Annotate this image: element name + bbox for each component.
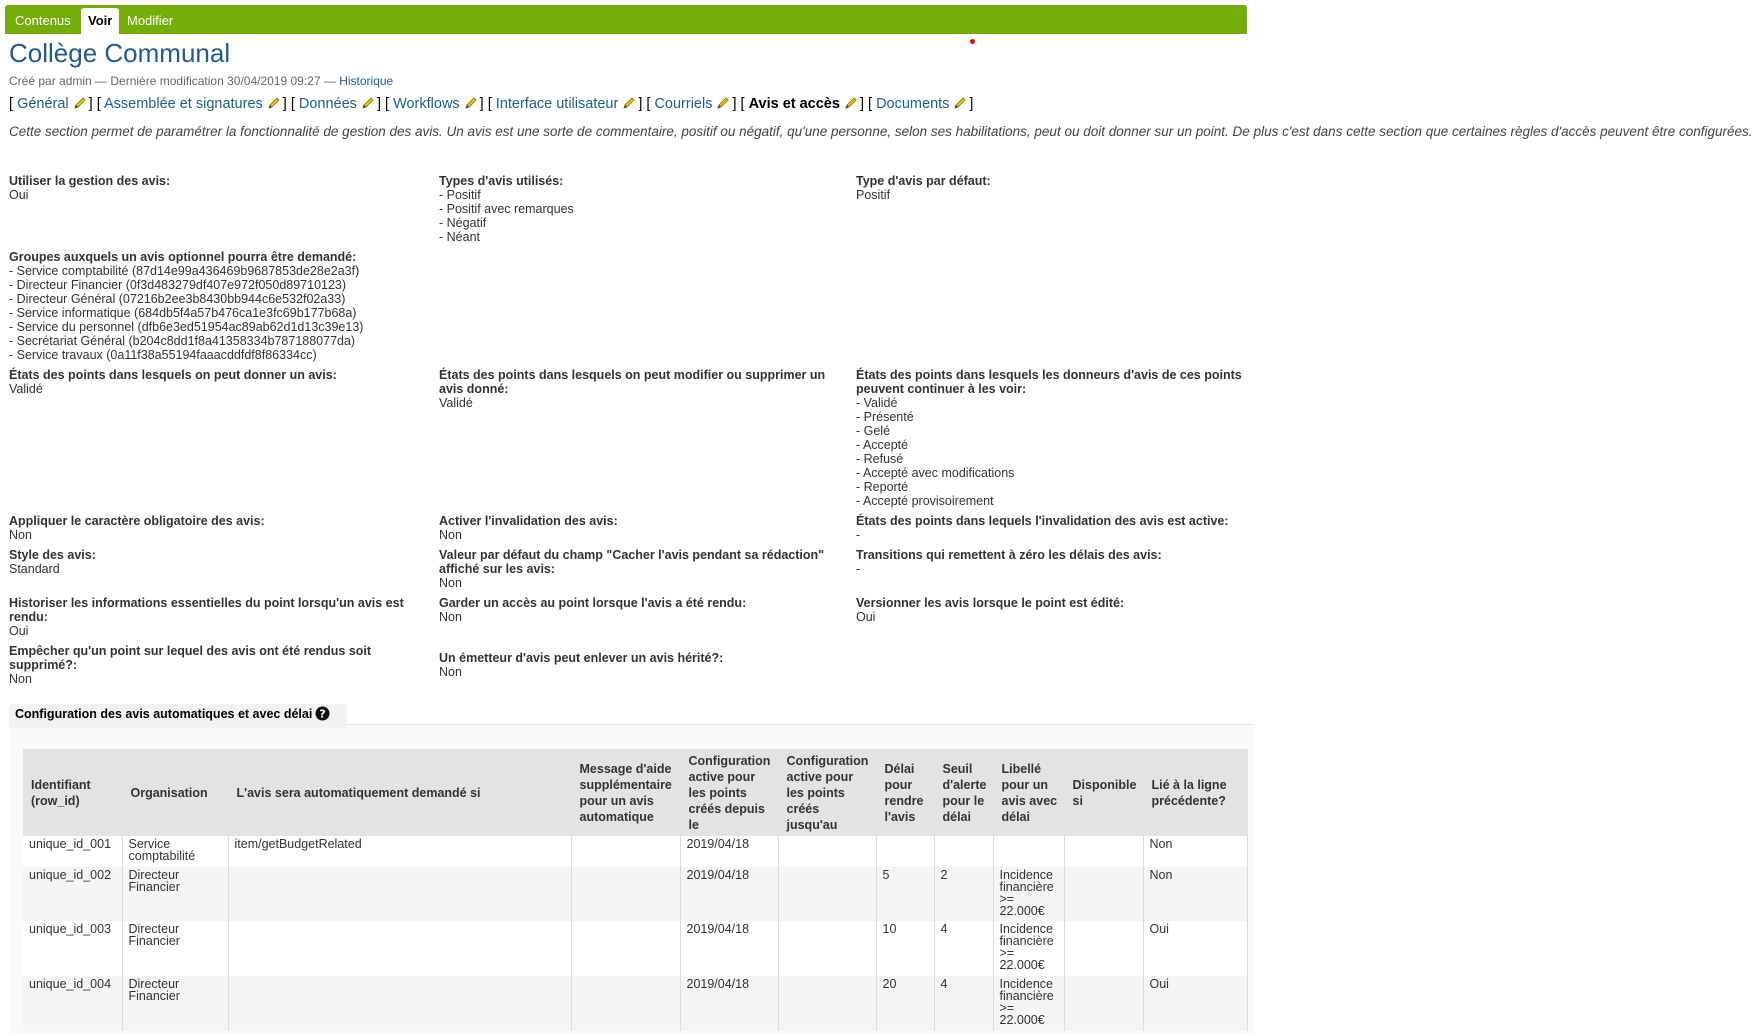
byline (9, 74, 393, 88)
column-header: Lié à la ligne précédente? (1143, 749, 1247, 836)
list-item: - Gelé (856, 424, 891, 438)
table-cell: 5 (876, 867, 934, 921)
list-item: - Validé (856, 396, 898, 410)
table-cell: 2 (934, 867, 993, 921)
table-cell: Incidence financière >= 22.000€ (993, 921, 1064, 976)
pencil-icon[interactable] (716, 96, 730, 110)
list-item: - Néant (439, 230, 480, 244)
field-value: Oui (9, 624, 29, 638)
list-item: - Service du personnel (dfb6e3ed51954ac89ab62d1d13c39e13) (9, 320, 364, 334)
field-value: Oui (9, 188, 29, 202)
field-value: Positif (856, 188, 891, 202)
list-item: - Accepté (856, 438, 909, 452)
column-header: Libellé pour un avis avec délai (993, 749, 1064, 836)
field-advice-types (439, 174, 844, 244)
table-cell (1064, 921, 1143, 976)
table-cell (1064, 976, 1143, 1031)
table-cell (934, 836, 993, 867)
section-assemblee[interactable]: Assemblée et signatures (103, 96, 263, 112)
column-header: L'avis sera automatiquement demandé si (228, 749, 571, 836)
field-value: Standard (9, 562, 60, 576)
pencil-icon[interactable] (73, 96, 87, 110)
list-item: - Reporté (856, 480, 909, 494)
field-invalidation-states (856, 514, 1253, 542)
field-value: - (856, 562, 861, 576)
history-link[interactable]: Historique (339, 74, 394, 88)
table-cell (1064, 836, 1143, 867)
field-style (9, 548, 429, 576)
table-cell: unique_id_001 (23, 836, 122, 867)
field-label: États des points dans lequels l'invalidation des avis est active: (856, 514, 1229, 528)
list-item: - Directeur Financier (0f3d483279df407e972f050d89710123) (9, 278, 347, 292)
field-remove-inherited (439, 651, 844, 679)
table-row (23, 921, 1247, 976)
table-cell: Directeur Financier (122, 867, 228, 921)
field-value: Non (439, 576, 462, 590)
list-item: - Négatif (439, 216, 487, 230)
table-cell: Incidence financière >= 22.000€ (993, 976, 1064, 1031)
table-cell: unique_id_002 (23, 867, 122, 921)
table-cell: Oui (1143, 921, 1247, 976)
table-cell: Service comptabilité (122, 836, 228, 867)
table-row (23, 836, 1247, 867)
tab-contenus[interactable]: Contenus (15, 13, 71, 28)
field-mandatory (9, 514, 429, 542)
table-cell: Non (1143, 867, 1247, 921)
table-cell: 4 (934, 921, 993, 976)
table-cell (778, 976, 876, 1031)
table-cell: 10 (876, 921, 934, 976)
table-cell: 4 (934, 976, 993, 1031)
table-cell (993, 836, 1064, 867)
page-title: Collège Communal (9, 38, 231, 68)
table-cell: 2019/04/18 (680, 867, 778, 921)
table-cell (571, 867, 680, 921)
field-label: Historiser les informations essentielles du point lorsqu'un avis est rendu: (9, 596, 404, 624)
config-header (9, 704, 347, 728)
table-row (23, 867, 1247, 921)
field-edit-states (439, 368, 844, 410)
field-value: Non (439, 528, 462, 542)
pencil-icon[interactable] (953, 96, 967, 110)
field-optional-groups (9, 250, 429, 362)
field-label: Empêcher qu'un point sur lequel des avis ont été rendus soit supprimé?: (9, 644, 372, 672)
table-cell: unique_id_004 (23, 976, 122, 1031)
field-prevent-delete (9, 644, 429, 686)
field-view-states (856, 368, 1253, 508)
table-cell (228, 867, 571, 921)
field-versioning (856, 596, 1253, 624)
field-value: Oui (856, 610, 876, 624)
field-historize (9, 596, 429, 638)
field-label: Types d'avis utilisés: (439, 174, 564, 188)
list-item: - Positif (439, 188, 481, 202)
table-cell: Directeur Financier (122, 976, 228, 1031)
pencil-icon[interactable] (267, 96, 281, 110)
pencil-icon[interactable] (622, 96, 636, 110)
field-keep-access (439, 596, 844, 624)
field-value: - (856, 528, 861, 542)
field-label: Utiliser la gestion des avis: (9, 174, 171, 188)
table-cell: Directeur Financier (122, 921, 228, 976)
table-cell (876, 836, 934, 867)
table-header-row (23, 749, 1247, 836)
section-documents[interactable]: Documents (876, 96, 950, 112)
table-cell (778, 867, 876, 921)
field-label: Type d'avis par défaut: (856, 174, 991, 188)
table-row (23, 976, 1247, 1031)
pencil-icon[interactable] (361, 96, 375, 110)
column-header: Disponible si (1064, 749, 1143, 836)
field-default-type (856, 174, 1253, 202)
field-value: Non (9, 672, 32, 686)
section-courriels[interactable]: Courriels (654, 96, 713, 112)
list-item: - Service travaux (0a11f38a55194faaacddfdf8f86334cc) (9, 348, 317, 362)
pencil-icon[interactable] (844, 96, 858, 110)
section-interface[interactable]: Interface utilisateur (495, 96, 619, 112)
config-title: Configuration des avis automatiques et avec délai (15, 707, 313, 721)
table-cell: Non (1143, 836, 1247, 867)
list-item: - Secrétariat Général (b204c8dd1f8a41358334b787188077da) (9, 334, 356, 348)
list-item: - Positif avec remarques (439, 202, 574, 216)
table-cell (571, 921, 680, 976)
table-cell (571, 836, 680, 867)
field-label: Activer l'invalidation des avis: (439, 514, 618, 528)
section-general[interactable]: Général (17, 96, 69, 112)
table-cell: unique_id_003 (23, 921, 122, 976)
field-label: Transitions qui remettent à zéro les délais des avis: (856, 548, 1162, 562)
table-cell: 20 (876, 976, 934, 1031)
field-hide-default (439, 548, 844, 590)
table-cell (1064, 867, 1143, 921)
table-cell (778, 836, 876, 867)
table-cell (571, 976, 680, 1031)
field-use-advices (9, 174, 429, 202)
field-value: Non (439, 610, 462, 624)
field-label: États des points dans lesquels on peut donner un avis: (9, 368, 337, 382)
field-label: Versionner les avis lorsque le point est édité: (856, 596, 1125, 610)
field-value: Non (9, 528, 32, 542)
tab-voir[interactable]: Voir (81, 8, 119, 34)
column-header: Configuration active pour les points créés jusqu'au (778, 749, 876, 836)
section-description: Cette section permet de paramétrer la fonctionnalité de gestion des avis. Un avis est une sorte de commentaire, positif ou négatif, qu'une personne, selon ses habilitations, peut ou doit donner sur un point. De plus c'est dans cette section que certaines règles d'accès peuvent être configurées. (9, 124, 1753, 139)
field-label: États des points dans lesquels les donneurs d'avis de ces points peuvent continuer à les voir: (856, 368, 1242, 396)
column-header: Message d'aide supplémentaire pour un avis automatique (571, 749, 680, 836)
list-item: - Directeur Général (07216b2ee3b8430bb944c6e532f02a33) (9, 292, 346, 306)
config-table (23, 749, 1248, 1031)
table-cell: Incidence financière >= 22.000€ (993, 867, 1064, 921)
help-icon[interactable] (315, 706, 330, 721)
field-label: Groupes auxquels un avis optionnel pourra être demandé: (9, 250, 357, 264)
field-value: Validé (9, 382, 43, 396)
table-cell: item/getBudgetRelated (228, 836, 571, 867)
section-nav: [ Général ] [ Assemblée et signatures ] [ Données ] [ Workflows ] [ Interface utilisateur ] [ Courriels ] [ Avis et accès ] [ Documents ] (9, 96, 974, 112)
column-header: Seuil d'alerte pour le délai (934, 749, 993, 836)
pencil-icon[interactable] (464, 96, 478, 110)
byline-text: Créé par admin — Dernière modification 30/04/2019 09:27 — (9, 74, 340, 88)
field-reset-transitions (856, 548, 1253, 576)
list-item: - Service informatique (684db5f4a57b476ca1e3fc69b177b68a) (9, 306, 357, 320)
table-cell (778, 921, 876, 976)
field-give-states (9, 368, 429, 396)
column-header: Délai pour rendre l'avis (876, 749, 934, 836)
list-item: - Service comptabilité (87d14e99a436469b9687853de28e2a3f) (9, 264, 360, 278)
field-invalidation (439, 514, 844, 542)
field-label: Un émetteur d'avis peut enlever un avis hérité?: (439, 651, 724, 665)
table-cell: 2019/04/18 (680, 921, 778, 976)
field-label: Garder un accès au point lorsque l'avis a été rendu: (439, 596, 747, 610)
list-item: - Présenté (856, 410, 914, 424)
section-avis-current: Avis et accès (748, 96, 840, 112)
field-value: Non (439, 665, 462, 679)
column-header: Organisation (122, 749, 228, 836)
list-item: - Accepté avec modifications (856, 466, 1015, 480)
table-cell: 2019/04/18 (680, 836, 778, 867)
table-cell: Oui (1143, 976, 1247, 1031)
field-label: Appliquer le caractère obligatoire des avis: (9, 514, 265, 528)
section-donnees[interactable]: Données (298, 96, 357, 112)
svg-text:?: ? (319, 707, 327, 721)
table-cell (228, 921, 571, 976)
field-label: États des points dans lesquels on peut modifier ou supprimer un avis donné: (439, 368, 826, 396)
section-workflows[interactable]: Workflows (393, 96, 460, 112)
table-cell (228, 976, 571, 1031)
top-tab-bar (5, 5, 1247, 34)
field-label: Valeur par défaut du champ "Cacher l'avis pendant sa rédaction" affiché sur les avis: (439, 548, 825, 576)
list-item: - Accepté provisoirement (856, 494, 994, 508)
red-dot-marker (970, 39, 975, 44)
field-value: Validé (439, 396, 473, 410)
field-label: Style des avis: (9, 548, 96, 562)
tab-modifier[interactable]: Modifier (127, 13, 174, 28)
list-item: - Refusé (856, 452, 904, 466)
column-header: Configuration active pour les points créés depuis le (680, 749, 778, 836)
column-header: Identifiant (row_id) (23, 749, 122, 836)
table-cell: 2019/04/18 (680, 976, 778, 1031)
